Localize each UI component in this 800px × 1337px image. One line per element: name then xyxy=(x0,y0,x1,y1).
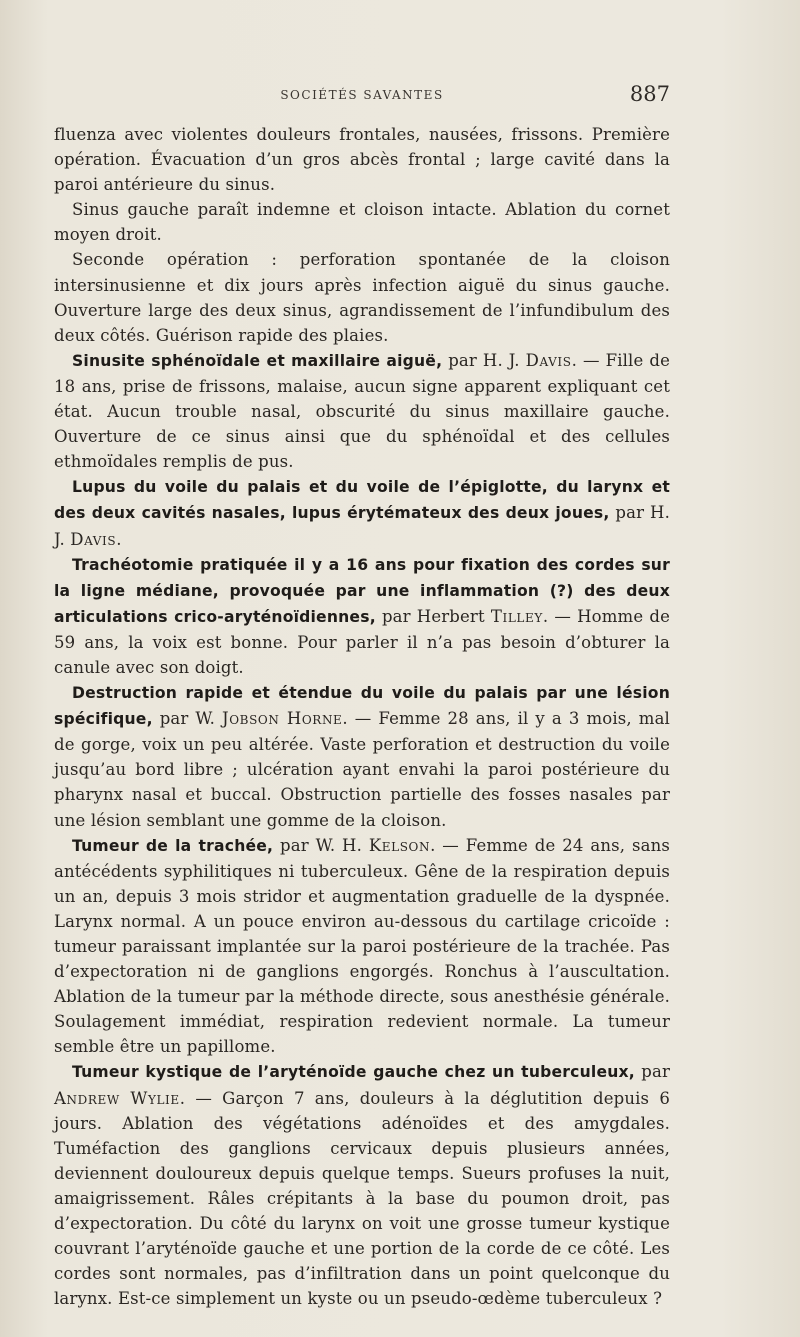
case-entry xyxy=(54,680,670,833)
case-author: Andrew Wylie xyxy=(54,1088,180,1108)
case-heading: Tumeur de la trachée, xyxy=(72,836,274,855)
case-text: . — Garçon 7 ans, douleurs à la déglutition depuis 6 jours. Ablation des végétations adénoïdes et des amygdales. Tuméfaction des ganglions cervicaux depuis plusieurs années, deviennent douloureux depuis quelque temps. Sueurs profuses la nuit, amaigrissement. Râles crépitants à la base du poumon droit, pas d’expectoration. Du côté du larynx on voit une grosse tumeur kystique couvrant l’aryténoïde gauche et une portion de la corde de ce côté. Les cordes sont normales, pas d’infiltration dans un point quelconque du larynx. Est-ce simplement un kyste ou un pseudo-œdème tuberculeux ? xyxy=(54,1088,670,1309)
case-author: Davis xyxy=(525,350,572,370)
article-body xyxy=(54,122,670,1311)
case-by: par Herbert xyxy=(375,606,491,626)
case-heading: Lupus du voile du palais et du voile de l’épiglotte, du larynx et des deux cavités nasales, lupus érytémateux des deux joues, xyxy=(54,478,670,523)
case-heading: Tumeur kystique de l’aryténoïde gauche chez un tuberculeux, xyxy=(72,1063,635,1082)
case-by: par H. J. xyxy=(54,503,670,549)
case-entry xyxy=(54,348,670,474)
case-text: . — Femme de 24 ans, sans antécédents syphilitiques ni tuberculeux. Gêne de la respiration depuis un an, depuis 3 mois stridor et augmentation graduelle de la dyspnée. Larynx normal. A un pouce environ au-dessous du cartilage cricoïde : tumeur paraissant implantée sur la paroi postérieure de la trachée. Pas d’expectoration ni de ganglions engorgés. Ronchus à l’auscultation. Ablation de la tumeur par la méthode directe, sous anesthésie générale. Soulagement immédiat, respiration redevient normale. La tumeur semble être un papillome. xyxy=(54,835,670,1057)
case-by: par W. xyxy=(152,709,223,729)
paragraph xyxy=(54,247,670,347)
case-author: Davis xyxy=(70,529,117,549)
case-text: . — Femme 28 ans, il y a 3 mois, mal de gorge, voix un peu altérée. Vaste perforation et destruction du voile jusqu’au bord libre ; ulcération ayant envahi la paroi postérieure du pharynx nasal et buccal. Obstruction partielle des fosses nasales par une lésion semblant une gomme de la cloison. xyxy=(54,709,670,830)
paragraph-text: Sinus gauche paraît indemne et cloison intacte. Ablation du cornet moyen droit. xyxy=(54,200,670,245)
case-text: . xyxy=(116,529,122,549)
case-entry xyxy=(54,552,670,680)
case-entry xyxy=(54,1059,670,1311)
case-entry xyxy=(54,474,670,551)
paragraph-text: fluenza avec violentes douleurs frontales, nausées, frissons. Première opération. Évacuation d’un gros abcès frontal ; large cavité dans la paroi antérieure du sinus. xyxy=(54,125,670,195)
case-author: Tilley xyxy=(490,606,543,626)
case-by: par H. J. xyxy=(442,350,526,370)
paragraph xyxy=(54,197,670,247)
case-by: par W. H. xyxy=(273,835,369,855)
paragraph-continuation xyxy=(54,122,670,197)
case-heading: Destruction rapide et étendue du voile du palais par une lésion spécifique, xyxy=(54,684,670,729)
case-by: par xyxy=(634,1062,670,1082)
case-author: Jobson Horne xyxy=(222,709,343,729)
case-heading: Sinusite sphénoïdale et maxillaire aiguë, xyxy=(72,351,443,370)
running-head xyxy=(54,82,670,112)
case-entry xyxy=(54,833,670,1060)
page-number: 887 xyxy=(629,82,670,106)
case-author: Kelson xyxy=(368,835,431,855)
case-text: . — Homme de 59 ans, la voix est bonne. Pour parler il n’a pas besoin d’obturer la canule avec son doigt. xyxy=(54,606,671,677)
case-text: . — Fille de 18 ans, prise de frissons, malaise, aucun signe apparent expliquant cet état. Aucun trouble nasal, obscurité du sinus maxillaire gauche. Ouverture de ce sinus ainsi que du sphénoïdal et des cellules ethmoïdales remplis de pus. xyxy=(54,350,670,472)
case-heading: Trachéotomie pratiquée il y a 16 ans pour fixation des cordes sur la ligne médiane, provoquée par une inflammation (?) des deux articulations crico-aryténoïdiennes, xyxy=(54,555,670,626)
running-head-title: SOCIÉTÉS SAVANTES xyxy=(280,88,444,102)
paragraph-text: Seconde opération : perforation spontanée de la cloison intersinusienne et dix jours après infection aiguë du sinus gauche. Ouverture large des deux sinus, agrandissement de l’infundibulum des deux côtés. Guérison rapide des plaies. xyxy=(54,250,670,345)
